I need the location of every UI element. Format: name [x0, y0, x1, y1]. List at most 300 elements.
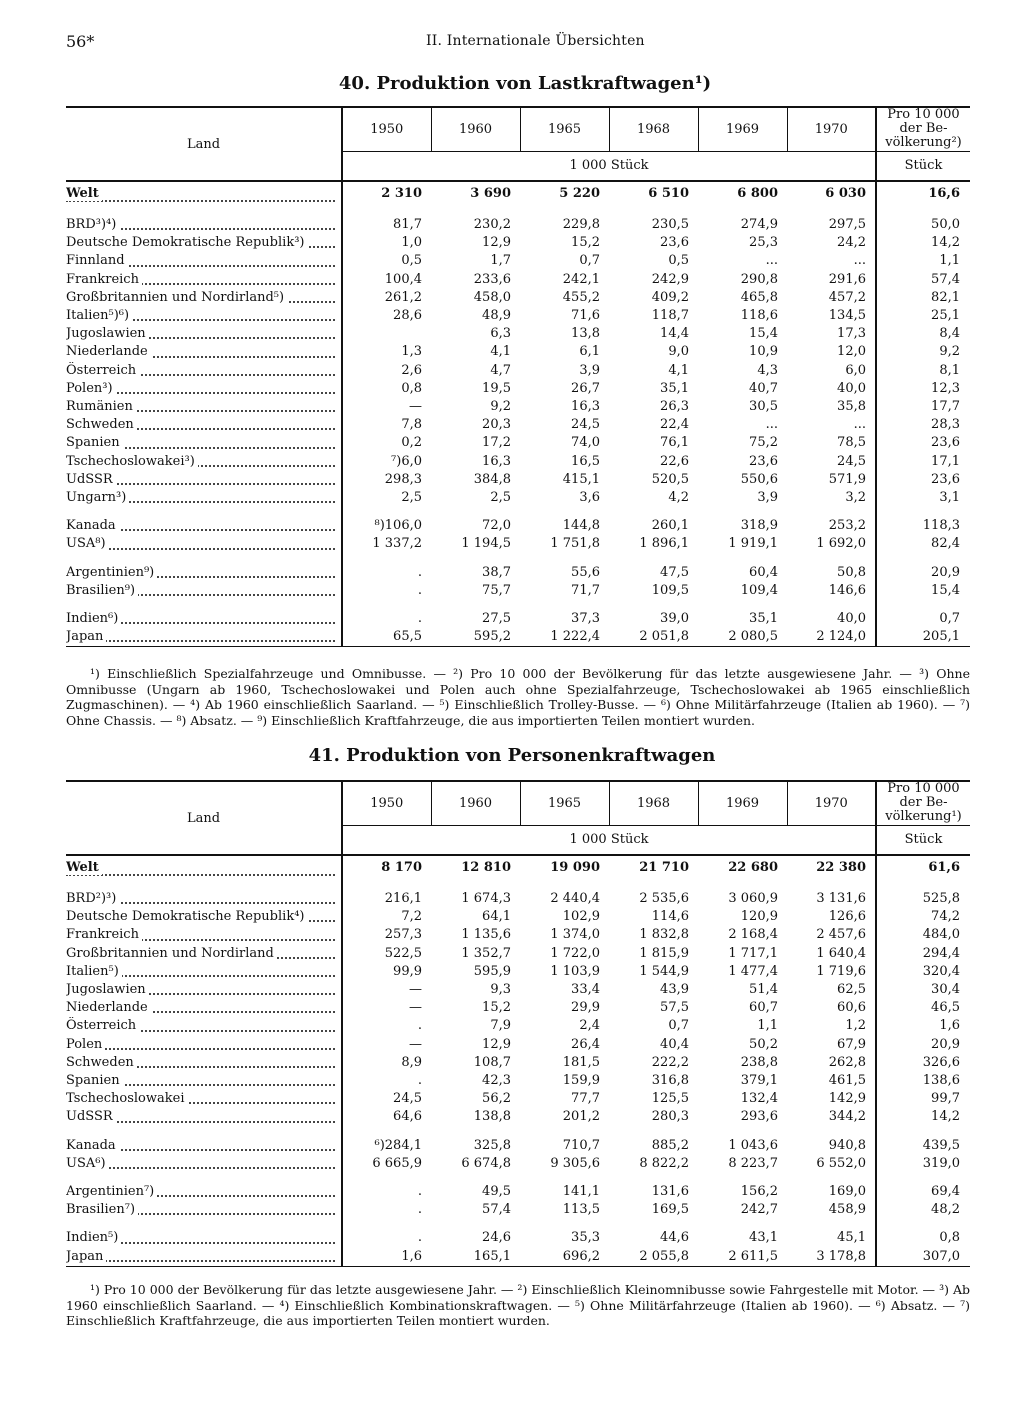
- value-cell: 0,2: [401, 435, 422, 451]
- value-cell: —: [409, 1036, 422, 1052]
- per-capita-cell: 326,6: [922, 1054, 960, 1070]
- value-cell: 2,5: [490, 490, 511, 506]
- per-capita-cell: 74,2: [931, 909, 960, 925]
- value-cell: 293,6: [740, 1109, 778, 1125]
- value-cell: 1 222,4: [520, 628, 609, 647]
- country-name: Rumänien: [66, 399, 136, 414]
- spacer-cell: [520, 554, 609, 564]
- value-cell: 0,8: [401, 380, 422, 396]
- country-name: Welt: [66, 860, 102, 875]
- leader-dots: [66, 640, 335, 642]
- country-name-cell: [66, 945, 342, 963]
- year-header: 1968: [609, 781, 698, 825]
- value-cell: 118,7: [651, 308, 689, 324]
- value-cell: 67,9: [787, 1036, 876, 1054]
- value-cell: 60,7: [749, 1000, 778, 1016]
- country-name: Polen: [66, 1037, 105, 1052]
- year-header: 1950: [342, 781, 431, 825]
- per-capita-cell: 20,9: [931, 564, 960, 580]
- value-cell: 49,5: [482, 1184, 511, 1200]
- value-cell: 2 457,6: [787, 926, 876, 944]
- country-name-cell: [66, 1137, 342, 1155]
- table-row: [66, 564, 970, 582]
- spacer-cell: [787, 206, 876, 216]
- value-cell: ⁷)6,0: [391, 453, 422, 469]
- year-header: 1970: [787, 781, 876, 825]
- value-cell: 43,9: [660, 982, 689, 998]
- country-name-cell: [66, 1108, 342, 1126]
- value-cell: 457,2: [787, 289, 876, 307]
- spacer-row: [66, 1127, 970, 1137]
- value-cell: 15,2: [571, 235, 600, 251]
- spacer-cell: [66, 507, 342, 517]
- value-cell: 22,4: [660, 417, 689, 433]
- spacer-row: [66, 880, 970, 890]
- value-cell: .: [417, 1202, 422, 1218]
- per-capita-header: Pro 10 000 der Be- völkerung¹): [885, 781, 962, 825]
- value-cell: 409,2: [651, 289, 689, 305]
- country-name: Niederlande: [66, 1000, 151, 1015]
- country-name: Spanien: [66, 1073, 123, 1088]
- per-capita-cell: 9,2: [939, 344, 960, 360]
- value-cell: 16,3: [482, 453, 511, 469]
- country-name-cell: [66, 564, 342, 582]
- value-cell: 120,9: [740, 909, 778, 925]
- value-cell: 2,4: [579, 1018, 600, 1034]
- value-cell: 6 800: [737, 186, 778, 201]
- value-cell: 12,0: [787, 343, 876, 361]
- value-cell: 6 510: [648, 186, 689, 201]
- table-row: [66, 981, 970, 999]
- value-cell: 126,6: [787, 908, 876, 926]
- table-row: [66, 1036, 970, 1054]
- value-cell: 201,2: [562, 1109, 600, 1125]
- spacer-cell: [342, 507, 431, 517]
- country-name: USA⁶): [66, 1156, 109, 1171]
- year-header: 1950: [342, 107, 431, 151]
- country-name-cell: [66, 981, 342, 999]
- value-cell: 35,1: [660, 380, 689, 396]
- spacer-cell: [520, 507, 609, 517]
- value-cell: 40,4: [660, 1036, 689, 1052]
- country-name-cell: [66, 628, 342, 647]
- value-cell: 1,1: [757, 1018, 778, 1034]
- value-cell: 72,0: [482, 518, 511, 534]
- value-cell: 26,4: [571, 1036, 600, 1052]
- value-cell: 550,6: [740, 471, 778, 487]
- value-cell: 43,1: [749, 1230, 778, 1246]
- value-cell: 1,0: [401, 235, 422, 251]
- value-cell: 2,5: [401, 490, 422, 506]
- value-cell: 1 674,3: [461, 891, 511, 906]
- value-cell: .: [417, 1018, 422, 1034]
- country-name-cell: [66, 582, 342, 600]
- value-cell: 109,5: [651, 582, 689, 598]
- value-cell: 45,1: [787, 1229, 876, 1247]
- country-name-cell: [66, 855, 342, 880]
- value-cell: 1 135,6: [461, 927, 511, 943]
- value-cell: 6 552,0: [787, 1155, 876, 1173]
- country-name: Jugoslawien: [66, 326, 149, 341]
- per-capita-cell: 23,6: [931, 435, 960, 451]
- country-name-cell: [66, 610, 342, 628]
- spacer-cell: [698, 206, 787, 216]
- value-cell: 19,5: [482, 380, 511, 396]
- per-capita-cell: 8,1: [939, 362, 960, 378]
- value-cell: 12,9: [482, 235, 511, 251]
- value-cell: 1 832,8: [639, 927, 689, 943]
- value-cell: 6,1: [579, 344, 600, 360]
- country-name: Polen³): [66, 381, 116, 396]
- table-row: [66, 453, 970, 471]
- value-cell: 64,6: [393, 1109, 422, 1125]
- per-capita-cell: 320,4: [922, 963, 960, 979]
- country-name: Kanada: [66, 518, 119, 533]
- value-cell: 71,6: [571, 308, 600, 324]
- spacer-cell: [66, 880, 342, 890]
- world-total-row: [66, 181, 970, 206]
- value-cell: 344,2: [787, 1108, 876, 1126]
- spacer-cell: [876, 554, 970, 564]
- country-name-cell: [66, 325, 342, 343]
- per-capita-cell: 20,9: [931, 1036, 960, 1052]
- country-name: Österreich: [66, 363, 139, 378]
- per-capita-cell: 82,1: [931, 289, 960, 305]
- country-name-cell: [66, 343, 342, 361]
- value-cell: 3,6: [579, 490, 600, 506]
- value-cell: 940,8: [787, 1137, 876, 1155]
- value-cell: 132,4: [740, 1091, 778, 1107]
- value-cell: 48,9: [482, 308, 511, 324]
- table-row: [66, 890, 970, 908]
- footnotes-cars: ¹) Pro 10 000 der Bevölkerung für das letzte ausgewiesene Jahr. — ²) Einschließlich Kleinomnibusse sowie Fahrgestelle mit Motor. — ³) Ab 1960 einschließlich Saarland. — ⁴) Einschließlich Kombinationskraftwagen. — ⁵) Ohne Militärfahrzeuge (Italien ab 1960). — ⁶) Absatz. — ⁷) Einschließlich Kraftfahrzeuge, die aus importierten Teilen montiert wurden.: [66, 1282, 970, 1328]
- per-capita-cell: 25,1: [931, 308, 960, 324]
- table-row: [66, 908, 970, 926]
- value-cell: 8,9: [401, 1054, 422, 1070]
- country-name-cell: [66, 416, 342, 434]
- country-name-cell: [66, 1201, 342, 1219]
- spacer-cell: [609, 1219, 698, 1229]
- table-row: [66, 963, 970, 981]
- table-row: [66, 234, 970, 252]
- value-cell: 50,2: [749, 1036, 778, 1052]
- country-name: Finnland: [66, 253, 128, 268]
- per-capita-cell: 99,7: [931, 1091, 960, 1107]
- year-header: 1970: [787, 107, 876, 151]
- value-cell: 9,3: [490, 982, 511, 998]
- value-cell: 156,2: [740, 1184, 778, 1200]
- per-capita-cell: 14,2: [931, 1109, 960, 1125]
- country-name: Tschechoslowakei³): [66, 454, 198, 469]
- value-cell: 1 751,8: [550, 536, 600, 552]
- value-cell: 379,1: [740, 1073, 778, 1089]
- table-row: [66, 610, 970, 628]
- value-cell: .: [417, 1184, 422, 1200]
- value-cell: 24,5: [787, 453, 876, 471]
- value-cell: 2 051,8: [609, 628, 698, 647]
- per-capita-cell: 439,5: [922, 1137, 960, 1153]
- spacer-cell: [66, 1173, 342, 1183]
- value-cell: 1 544,9: [639, 963, 689, 979]
- country-name: Tschechoslowakei: [66, 1091, 188, 1106]
- country-name: Niederlande: [66, 344, 151, 359]
- value-cell: 24,5: [571, 417, 600, 433]
- value-cell: 7,9: [490, 1018, 511, 1034]
- value-cell: 242,9: [651, 271, 689, 287]
- value-cell: ⁸)106,0: [374, 518, 422, 534]
- spacer-cell: [342, 880, 431, 890]
- spacer-row: [66, 1173, 970, 1183]
- per-capita-cell: 118,3: [922, 518, 960, 534]
- country-name: Ungarn³): [66, 490, 129, 505]
- per-capita-cell: 14,2: [931, 235, 960, 251]
- table-row: [66, 216, 970, 234]
- table-title-trucks: 40. Produktion von Lastkraftwagen¹): [338, 73, 712, 94]
- country-name: Österreich: [66, 1018, 139, 1033]
- spacer-cell: [431, 507, 520, 517]
- value-cell: 230,5: [651, 217, 689, 232]
- spacer-row: [66, 1219, 970, 1229]
- country-name-cell: [66, 1090, 342, 1108]
- value-cell: 0,7: [579, 253, 600, 269]
- value-cell: [342, 325, 431, 343]
- value-cell: 12,9: [482, 1036, 511, 1052]
- country-name-cell: [66, 289, 342, 307]
- value-cell: 280,3: [651, 1109, 689, 1125]
- table-row: [66, 535, 970, 553]
- value-cell: 318,9: [740, 518, 778, 534]
- value-cell: 146,6: [787, 582, 876, 600]
- value-cell: 134,5: [787, 307, 876, 325]
- value-cell: 99,9: [393, 963, 422, 979]
- table-row: [66, 471, 970, 489]
- table-row: [66, 1072, 970, 1090]
- country-name: Italien⁵): [66, 964, 122, 979]
- country-name-cell: [66, 1054, 342, 1072]
- table-title-cars: 41. Produktion von Personenkraftwagen: [308, 745, 716, 766]
- value-cell: 1 896,1: [639, 536, 689, 552]
- spacer-cell: [520, 1173, 609, 1183]
- value-cell: 19 090: [550, 860, 600, 875]
- value-cell: 24,5: [393, 1091, 422, 1107]
- table-row: [66, 1248, 970, 1267]
- value-cell: 2 535,6: [639, 891, 689, 906]
- value-cell: 29,9: [571, 1000, 600, 1016]
- value-cell: 1 194,5: [461, 536, 511, 552]
- country-name: Kanada: [66, 1138, 119, 1153]
- value-cell: 26,3: [660, 399, 689, 415]
- per-capita-cell: 16,6: [928, 186, 960, 201]
- table-row: [66, 1201, 970, 1219]
- value-cell: 458,0: [473, 289, 511, 305]
- value-cell: 144,8: [562, 518, 600, 534]
- spacer-cell: [609, 554, 698, 564]
- value-cell: 233,6: [473, 271, 511, 287]
- country-name: Schweden: [66, 417, 137, 432]
- value-cell: 71,7: [571, 582, 600, 598]
- value-cell: 75,7: [482, 582, 511, 598]
- running-head: II. Internationale Übersichten: [426, 33, 645, 49]
- spacer-row: [66, 600, 970, 610]
- country-name-cell: [66, 1017, 342, 1035]
- value-cell: 3,2: [787, 489, 876, 507]
- per-capita-cell: 57,4: [931, 271, 960, 287]
- country-name-cell: [66, 890, 342, 908]
- value-cell: 40,7: [749, 380, 778, 396]
- value-cell: 8 822,2: [639, 1155, 689, 1171]
- value-cell: 51,4: [749, 982, 778, 998]
- spacer-cell: [342, 1127, 431, 1137]
- value-cell: 181,5: [562, 1054, 600, 1070]
- country-name: Frankreich: [66, 927, 142, 942]
- value-cell: 710,7: [562, 1137, 600, 1153]
- spacer-cell: [342, 206, 431, 216]
- leader-dots: [66, 1260, 335, 1262]
- country-name-cell: [66, 234, 342, 252]
- spacer-cell: [609, 507, 698, 517]
- value-cell: 44,6: [660, 1230, 689, 1246]
- value-cell: 6,3: [490, 326, 511, 342]
- value-cell: 118,6: [740, 308, 778, 324]
- value-cell: 40,0: [787, 610, 876, 628]
- value-cell: 465,8: [740, 289, 778, 305]
- spacer-cell: [520, 1127, 609, 1137]
- value-cell: 165,1: [431, 1248, 520, 1267]
- per-capita-cell: 50,0: [931, 217, 960, 232]
- value-cell: 522,5: [384, 945, 422, 961]
- table-body: [66, 181, 970, 647]
- value-cell: 3 060,9: [728, 891, 778, 906]
- truck-production-table: [66, 106, 970, 647]
- value-cell: 885,2: [651, 1137, 689, 1153]
- per-capita-cell: 46,5: [931, 1000, 960, 1016]
- spacer-cell: [431, 1219, 520, 1229]
- unit-header: 1 000 Stück: [342, 825, 876, 855]
- value-cell: 50,8: [787, 564, 876, 582]
- value-cell: 114,6: [651, 909, 689, 925]
- world-total-row: [66, 855, 970, 880]
- value-cell: 3 178,8: [787, 1248, 876, 1267]
- value-cell: 169,5: [651, 1202, 689, 1218]
- value-cell: 37,3: [571, 611, 600, 627]
- value-cell: 222,2: [651, 1054, 689, 1070]
- value-cell: 242,1: [562, 271, 600, 287]
- spacer-cell: [876, 507, 970, 517]
- table-body: [66, 855, 970, 1266]
- value-cell: 62,5: [787, 981, 876, 999]
- value-cell: 16,5: [571, 453, 600, 469]
- table-row: [66, 1054, 970, 1072]
- per-unit-header: Stück: [876, 151, 970, 181]
- value-cell: 65,5: [342, 628, 431, 647]
- country-name: UdSSR: [66, 472, 116, 487]
- table-row: [66, 582, 970, 600]
- value-cell: 9 305,6: [550, 1155, 600, 1171]
- value-cell: 35,8: [787, 398, 876, 416]
- per-capita-header: Pro 10 000 der Be- völkerung²): [885, 107, 962, 151]
- value-cell: 298,3: [384, 471, 422, 487]
- spacer-cell: [431, 600, 520, 610]
- table-row: [66, 1017, 970, 1035]
- per-capita-cell: 0,7: [939, 611, 960, 627]
- value-cell: 257,3: [384, 927, 422, 943]
- per-capita-cell: 28,3: [931, 417, 960, 433]
- value-cell: 33,4: [571, 982, 600, 998]
- year-header: 1965: [520, 107, 609, 151]
- country-name: Frankreich: [66, 272, 142, 287]
- value-cell: 159,9: [562, 1073, 600, 1089]
- table-row: [66, 1229, 970, 1247]
- country-name-cell: [66, 471, 342, 489]
- table-row: [66, 271, 970, 289]
- value-cell: 520,5: [651, 471, 689, 487]
- value-cell: 22 680: [728, 860, 778, 875]
- table-row: [66, 1183, 970, 1201]
- value-cell: 17,3: [787, 325, 876, 343]
- value-cell: 1,3: [401, 344, 422, 360]
- value-cell: 595,2: [431, 628, 520, 647]
- country-name-cell: [66, 926, 342, 944]
- value-cell: 384,8: [473, 471, 511, 487]
- country-name-cell: [66, 434, 342, 452]
- country-name: BRD³)⁴): [66, 217, 119, 232]
- country-name: Großbritannien und Nordirland: [66, 946, 277, 961]
- spacer-row: [66, 507, 970, 517]
- value-cell: 22,6: [660, 453, 689, 469]
- table-row: [66, 926, 970, 944]
- value-cell: 229,8: [562, 217, 600, 232]
- value-cell: 216,1: [384, 891, 422, 906]
- spacer-cell: [876, 206, 970, 216]
- value-cell: 1 043,6: [728, 1137, 778, 1153]
- value-cell: 291,6: [787, 271, 876, 289]
- spacer-cell: [431, 206, 520, 216]
- table-row: [66, 1108, 970, 1126]
- country-name-cell: [66, 535, 342, 553]
- country-name-cell: [66, 181, 342, 206]
- value-cell: 2 168,4: [728, 927, 778, 943]
- year-header: 1960: [431, 781, 520, 825]
- per-capita-cell: 1,6: [939, 1018, 960, 1034]
- country-name: Brasilien⁷): [66, 1202, 138, 1217]
- spacer-cell: [66, 554, 342, 564]
- country-name: Jugoslawien: [66, 982, 149, 997]
- table-row: [66, 1137, 970, 1155]
- value-cell: 455,2: [562, 289, 600, 305]
- value-cell: 2 440,4: [550, 891, 600, 906]
- country-name-cell: [66, 252, 342, 270]
- value-cell: 23,6: [660, 235, 689, 251]
- value-cell: 108,7: [473, 1054, 511, 1070]
- per-capita-cell: 319,0: [922, 1155, 960, 1171]
- per-capita-cell: 205,1: [876, 628, 970, 647]
- country-name: Japan: [66, 629, 106, 644]
- spacer-cell: [342, 1219, 431, 1229]
- value-cell: 8 170: [381, 860, 422, 875]
- spacer-cell: [609, 880, 698, 890]
- per-capita-cell: 30,4: [931, 982, 960, 998]
- value-cell: .: [417, 1073, 422, 1089]
- country-name-cell: [66, 362, 342, 380]
- value-cell: 2 310: [381, 186, 422, 201]
- per-capita-cell: 0,8: [939, 1230, 960, 1246]
- value-cell: 696,2: [520, 1248, 609, 1267]
- value-cell: 35,3: [571, 1230, 600, 1246]
- spacer-cell: [431, 880, 520, 890]
- value-cell: 461,5: [787, 1072, 876, 1090]
- page-number: 56*: [66, 32, 95, 51]
- value-cell: 242,7: [740, 1202, 778, 1218]
